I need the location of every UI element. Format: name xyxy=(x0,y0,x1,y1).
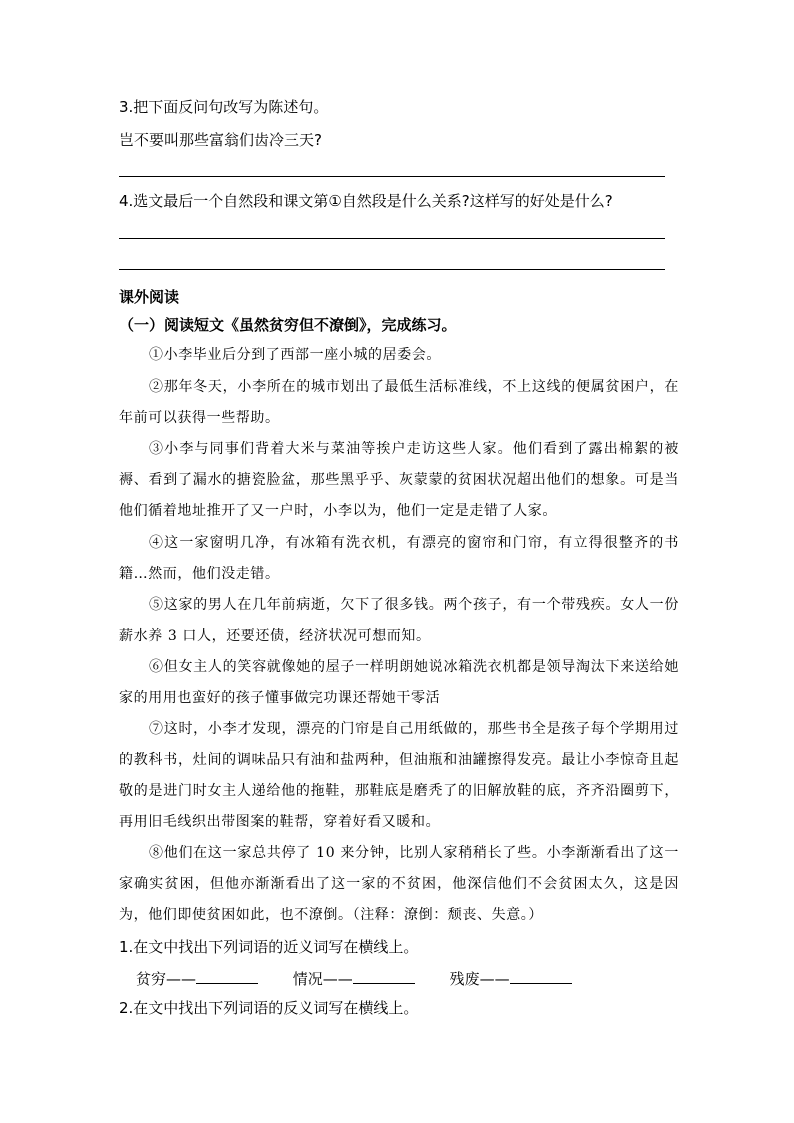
synonym-word-2: 情况—— xyxy=(292,970,353,988)
synonym-blank-1[interactable] xyxy=(196,969,258,984)
answer-line-q4-1[interactable] xyxy=(119,238,665,239)
reading-title: （一）阅读短文《虽然贫穷但不潦倒》，完成练习。 xyxy=(119,316,457,334)
paragraph-1: ①小李毕业后分到了西部一座小城的居委会。 xyxy=(149,347,441,363)
paragraph-8: ⑧他们在这一家总共停了 10 来分钟，比别人家稍稍长了些。小李渐渐看出了这一家确实贫困，但他亦渐渐看出了这一家的不贫困，他深信他们不会贫困太久，这是因为，他们即使贫困如此，也不潦倒。（注释：潦倒：颓丧、失意。） xyxy=(119,845,679,923)
paragraph-3: ③小李与同事们背着大米与菜油等挨户走访这些人家。他们看到了露出棉絮的被褥、看到了漏水的搪瓷脸盆，那些黑乎乎、灰蒙蒙的贫困状况超出他们的想象。可是当他们循着地址推开了又一户时，小李以为，他们一定是走错了人家。 xyxy=(119,441,679,519)
synonym-word-1: 贫穷—— xyxy=(136,970,197,988)
question-3-sentence: 岂不要叫那些富翁们齿冷三天? xyxy=(119,131,322,149)
answer-line-q3[interactable] xyxy=(119,176,665,177)
paragraph-6: ⑥但女主人的笑容就像她的屋子一样明朗她说冰箱洗衣机都是领导淘汰下来送给她家的用用也蛮好的孩子懂事做完功课还帮她干零活 xyxy=(119,659,679,706)
question-3-prompt: 3.把下面反问句改写为陈述句。 xyxy=(119,98,329,116)
synonym-blank-3[interactable] xyxy=(510,969,572,984)
exercise-2-prompt: 2.在文中找出下列词语的反义词写在横线上。 xyxy=(119,999,419,1017)
paragraph-5: ⑤这家的男人在几年前病逝，欠下了很多钱。两个孩子，有一个带残疾。女人一份薪水养 3 口人，还要还债，经济状况可想而知。 xyxy=(119,597,679,644)
answer-line-q4-2[interactable] xyxy=(119,269,665,270)
synonym-blank-2[interactable] xyxy=(353,969,415,984)
paragraph-2: ②那年冬天，小李所在的城市划出了最低生活标准线，不上这线的便属贫困户，在年前可以获得一些帮助。 xyxy=(119,379,679,426)
synonym-blanks-row xyxy=(136,968,602,990)
section-title: 课外阅读 xyxy=(119,288,180,306)
paragraph-7: ⑦这时，小李才发现，漂亮的门帘是自己用纸做的，那些书全是孩子每个学期用过的教科书，灶间的调味品只有油和盐两种，但油瓶和油罐擦得发亮。最让小李惊奇且起敬的是进门时女主人递给他的拖鞋，那鞋底是磨秃了的旧解放鞋的底，齐齐沿圈剪下，再用旧毛线织出带图案的鞋帮，穿着好看又暖和。 xyxy=(119,721,679,830)
paragraph-4: ④这一家窗明几净，有冰箱有洗衣机，有漂亮的窗帘和门帘，有立得很整齐的书籍…然而，他们没走错。 xyxy=(119,535,679,582)
synonym-word-3: 残废—— xyxy=(449,970,510,988)
exercise-1-prompt: 1.在文中找出下列词语的近义词写在横线上。 xyxy=(119,938,419,956)
question-4-prompt: 4.选文最后一个自然段和课文第①自然段是什么关系?这样写的好处是什么? xyxy=(119,192,613,210)
